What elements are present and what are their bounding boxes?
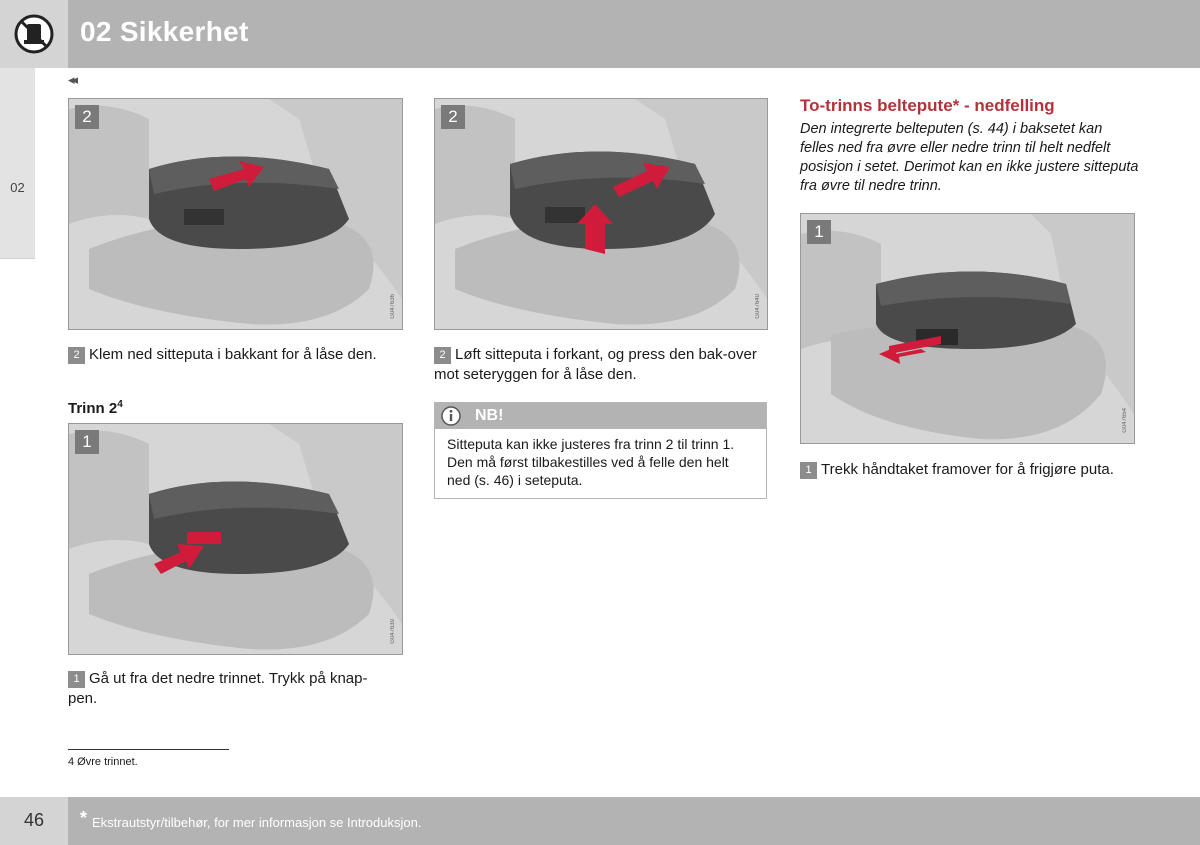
seat-illustration — [69, 424, 402, 654]
figure-press-button — [68, 423, 403, 655]
info-icon — [441, 406, 461, 426]
figure-code: G047639 — [390, 619, 396, 644]
subheading — [68, 399, 123, 417]
subheading-text: Trinn 2 — [68, 400, 118, 417]
caption-text: Gå ut fra det nedre trinnet. Trykk på knap-pen. — [68, 670, 368, 707]
figure-caption — [68, 345, 388, 365]
figure-step-badge: 2 — [75, 105, 99, 129]
note-box — [434, 402, 767, 499]
figure-caption — [68, 669, 388, 709]
step-badge: 2 — [68, 347, 85, 364]
chapter-tab[interactable] — [0, 68, 35, 259]
figure-step-badge: 1 — [807, 220, 831, 244]
figure-step-badge: 1 — [75, 430, 99, 454]
figure-pull-handle — [800, 213, 1135, 444]
seat-illustration — [435, 99, 767, 329]
caption-text: Trekk håndtaket framover for å frigjøre puta. — [821, 461, 1114, 478]
step-badge: 1 — [800, 462, 817, 479]
chapter-icon-box — [0, 0, 68, 68]
step-badge: 1 — [68, 671, 85, 688]
step-badge: 2 — [434, 347, 451, 364]
figure-caption — [434, 345, 762, 385]
footnote: 4 Øvre trinnet. — [68, 756, 138, 768]
note-text: Sitteputa kan ikke justeres fra trinn 2 til trinn 1. Den må først tilbakestilles ved å felle den helt ned (s. 46) i seteputa. — [447, 436, 735, 488]
footer-star: * — [80, 808, 88, 828]
seat-illustration — [69, 99, 402, 329]
caption-text: Klem ned sitteputa i bakkant for å låse den. — [89, 346, 377, 363]
section-title: To-trinns beltepute* - nedfelling — [800, 96, 1055, 115]
section-intro: Den integrerte belteputen (s. 44) i baksetet kan felles ned fra øvre eller nedre trinn til helt nedfelt posisjon i setet. Derimot kan en ikke justere sitteputa fra øvre til nedre trinn. — [800, 121, 1139, 194]
page-title: 02 Sikkerhet — [80, 16, 249, 47]
footnote-ref[interactable]: 4 — [117, 399, 123, 410]
chapter-tab-label: 02 — [10, 180, 25, 195]
figure-code: G047636 — [390, 294, 396, 319]
previous-page-icon[interactable]: ◂◂ — [68, 72, 76, 87]
child-seat-warning-icon — [14, 14, 54, 54]
figure-code: G047654 — [1122, 408, 1128, 433]
figure-step-badge: 2 — [441, 105, 465, 129]
figure-code: G047640 — [755, 294, 761, 319]
footer-text: Ekstrautstyr/tilbehør, for mer informasjon se Introduksjon. — [92, 815, 422, 830]
figure-caption — [800, 460, 1130, 480]
note-header — [435, 403, 766, 429]
seat-illustration — [801, 214, 1134, 443]
page-number: 46 — [23, 810, 45, 830]
figure-lift-and-press-cushion — [434, 98, 768, 330]
caption-text: Løft sitteputa i forkant, og press den bak-over mot seteryggen for å låse den. — [434, 346, 757, 383]
figure-push-rear-cushion — [68, 98, 403, 330]
footnote-rule — [68, 749, 229, 750]
note-label: NB! — [475, 407, 504, 424]
